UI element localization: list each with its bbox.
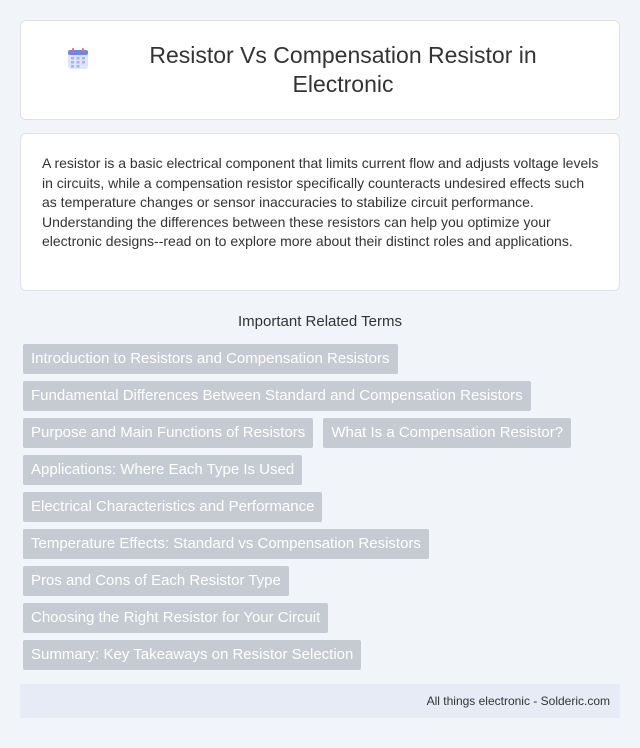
- intro-paragraph: A resistor is a basic electrical component that limits current flow and adjusts voltage levels in circuits, while a compensation resistor specifically counteracts undesired effects such as temperature changes or sensor inaccuracies to stabilize circuit performance. Understanding the differences between these resistors can help you optimize your electronic designs--read on to explore more about their distinct roles and applications.: [42, 155, 599, 249]
- term-tag[interactable]: Introduction to Resistors and Compensation Resistors: [23, 344, 398, 374]
- term-tag[interactable]: What Is a Compensation Resistor?: [323, 418, 571, 448]
- term-tag[interactable]: Pros and Cons of Each Resistor Type: [23, 566, 289, 596]
- related-terms-heading: Important Related Terms: [238, 313, 402, 330]
- term-tag[interactable]: Applications: Where Each Type Is Used: [23, 455, 302, 485]
- title-row: [67, 41, 573, 99]
- term-tag[interactable]: Electrical Characteristics and Performance: [23, 492, 322, 522]
- term-tag[interactable]: Fundamental Differences Between Standard and Compensation Resistors: [23, 381, 531, 411]
- term-row: [23, 603, 623, 633]
- term-row: [23, 529, 623, 559]
- term-tag[interactable]: Summary: Key Takeaways on Resistor Selection: [23, 640, 361, 670]
- term-row: [23, 418, 623, 448]
- term-row: [23, 455, 623, 485]
- footer-text[interactable]: All things electronic - Solderic.com: [426, 694, 610, 708]
- term-row: [23, 492, 623, 522]
- term-row: [23, 344, 623, 374]
- footer: [20, 684, 620, 718]
- intro-card: [20, 133, 620, 291]
- term-tag[interactable]: Choosing the Right Resistor for Your Circuit: [23, 603, 328, 633]
- term-row: [23, 640, 623, 670]
- calendar-icon: [67, 48, 89, 70]
- related-terms-list: [23, 344, 623, 677]
- term-tag[interactable]: Purpose and Main Functions of Resistors: [23, 418, 313, 448]
- term-row: [23, 381, 623, 411]
- term-tag[interactable]: Temperature Effects: Standard vs Compensation Resistors: [23, 529, 429, 559]
- title-card: [20, 20, 620, 120]
- term-row: [23, 566, 623, 596]
- page-title: Resistor Vs Compensation Resistor in Electronic: [149, 42, 537, 97]
